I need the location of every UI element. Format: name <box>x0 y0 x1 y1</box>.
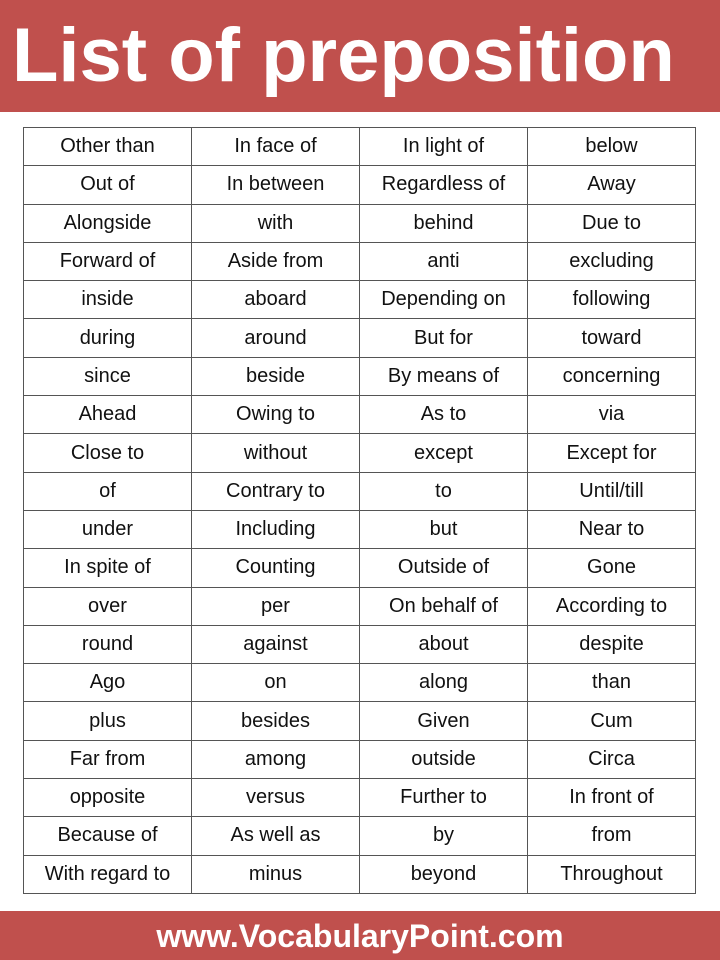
table-cell: against <box>192 625 360 663</box>
table-cell: Ago <box>24 664 192 702</box>
table-cell: Throughout <box>528 855 696 893</box>
table-cell: In front of <box>528 779 696 817</box>
table-cell: along <box>360 664 528 702</box>
table-cell: round <box>24 625 192 663</box>
table-row <box>24 702 696 740</box>
table-cell: beyond <box>360 855 528 893</box>
table-row <box>24 740 696 778</box>
table-cell: Aside from <box>192 242 360 280</box>
table-cell: Ahead <box>24 396 192 434</box>
table-cell: via <box>528 396 696 434</box>
table-cell: By means of <box>360 357 528 395</box>
page-title: List of preposition <box>12 13 675 98</box>
table-cell: over <box>24 587 192 625</box>
table-cell: below <box>528 128 696 166</box>
table-cell: Near to <box>528 510 696 548</box>
table-cell: But for <box>360 319 528 357</box>
table-cell: Outside of <box>360 549 528 587</box>
table-cell: In light of <box>360 128 528 166</box>
table-row <box>24 434 696 472</box>
table-cell: excluding <box>528 242 696 280</box>
table-cell: As well as <box>192 817 360 855</box>
table-row <box>24 472 696 510</box>
table-cell: without <box>192 434 360 472</box>
table-row <box>24 128 696 166</box>
table-cell: with <box>192 204 360 242</box>
table-cell: Cum <box>528 702 696 740</box>
table-cell: Except for <box>528 434 696 472</box>
table-row <box>24 204 696 242</box>
table-cell: With regard to <box>24 855 192 893</box>
table-row <box>24 817 696 855</box>
table-cell: Given <box>360 702 528 740</box>
table-cell: Gone <box>528 549 696 587</box>
table-cell: to <box>360 472 528 510</box>
table-row <box>24 319 696 357</box>
table-cell: Close to <box>24 434 192 472</box>
table-cell: In face of <box>192 128 360 166</box>
table-cell: about <box>360 625 528 663</box>
table-cell: since <box>24 357 192 395</box>
table-cell: except <box>360 434 528 472</box>
table-cell: of <box>24 472 192 510</box>
table-cell: Because of <box>24 817 192 855</box>
table-cell: minus <box>192 855 360 893</box>
table-cell: Further to <box>360 779 528 817</box>
table-row <box>24 625 696 663</box>
table-cell: Circa <box>528 740 696 778</box>
header-banner <box>0 0 720 112</box>
table-cell: Forward of <box>24 242 192 280</box>
table-row <box>24 396 696 434</box>
table-cell: following <box>528 281 696 319</box>
table-row <box>24 587 696 625</box>
table-row <box>24 357 696 395</box>
table-cell: Contrary to <box>192 472 360 510</box>
table-cell: but <box>360 510 528 548</box>
table-cell: Away <box>528 166 696 204</box>
table-cell: beside <box>192 357 360 395</box>
table-cell: versus <box>192 779 360 817</box>
table-cell: among <box>192 740 360 778</box>
table-row <box>24 664 696 702</box>
footer-banner <box>0 911 720 960</box>
table-cell: toward <box>528 319 696 357</box>
table-row <box>24 855 696 893</box>
table-cell: Out of <box>24 166 192 204</box>
table-cell: under <box>24 510 192 548</box>
table-cell: In between <box>192 166 360 204</box>
table-cell: Depending on <box>360 281 528 319</box>
table-cell: Alongside <box>24 204 192 242</box>
table-cell: behind <box>360 204 528 242</box>
table-cell: per <box>192 587 360 625</box>
table-row <box>24 779 696 817</box>
table-cell: by <box>360 817 528 855</box>
table-body <box>24 128 696 894</box>
table-cell: opposite <box>24 779 192 817</box>
table-cell: According to <box>528 587 696 625</box>
table-row <box>24 166 696 204</box>
table-cell: despite <box>528 625 696 663</box>
table-cell: during <box>24 319 192 357</box>
table-cell: besides <box>192 702 360 740</box>
website-link[interactable]: www.VocabularyPoint.com <box>156 917 564 954</box>
table-cell: Until/till <box>528 472 696 510</box>
table-row <box>24 281 696 319</box>
table-row <box>24 510 696 548</box>
preposition-table <box>23 127 696 894</box>
table-row <box>24 242 696 280</box>
table-row <box>24 549 696 587</box>
table-cell: inside <box>24 281 192 319</box>
table-cell: Far from <box>24 740 192 778</box>
table-cell: outside <box>360 740 528 778</box>
table-cell: concerning <box>528 357 696 395</box>
table-cell: aboard <box>192 281 360 319</box>
table-cell: Other than <box>24 128 192 166</box>
table-cell: from <box>528 817 696 855</box>
table-cell: On behalf of <box>360 587 528 625</box>
table-cell: Due to <box>528 204 696 242</box>
table-cell: Including <box>192 510 360 548</box>
table-cell: Counting <box>192 549 360 587</box>
table-cell: As to <box>360 396 528 434</box>
table-cell: around <box>192 319 360 357</box>
table-cell: than <box>528 664 696 702</box>
table-cell: plus <box>24 702 192 740</box>
table-cell: In spite of <box>24 549 192 587</box>
table-cell: anti <box>360 242 528 280</box>
table-cell: Owing to <box>192 396 360 434</box>
table-cell: Regardless of <box>360 166 528 204</box>
table-cell: on <box>192 664 360 702</box>
